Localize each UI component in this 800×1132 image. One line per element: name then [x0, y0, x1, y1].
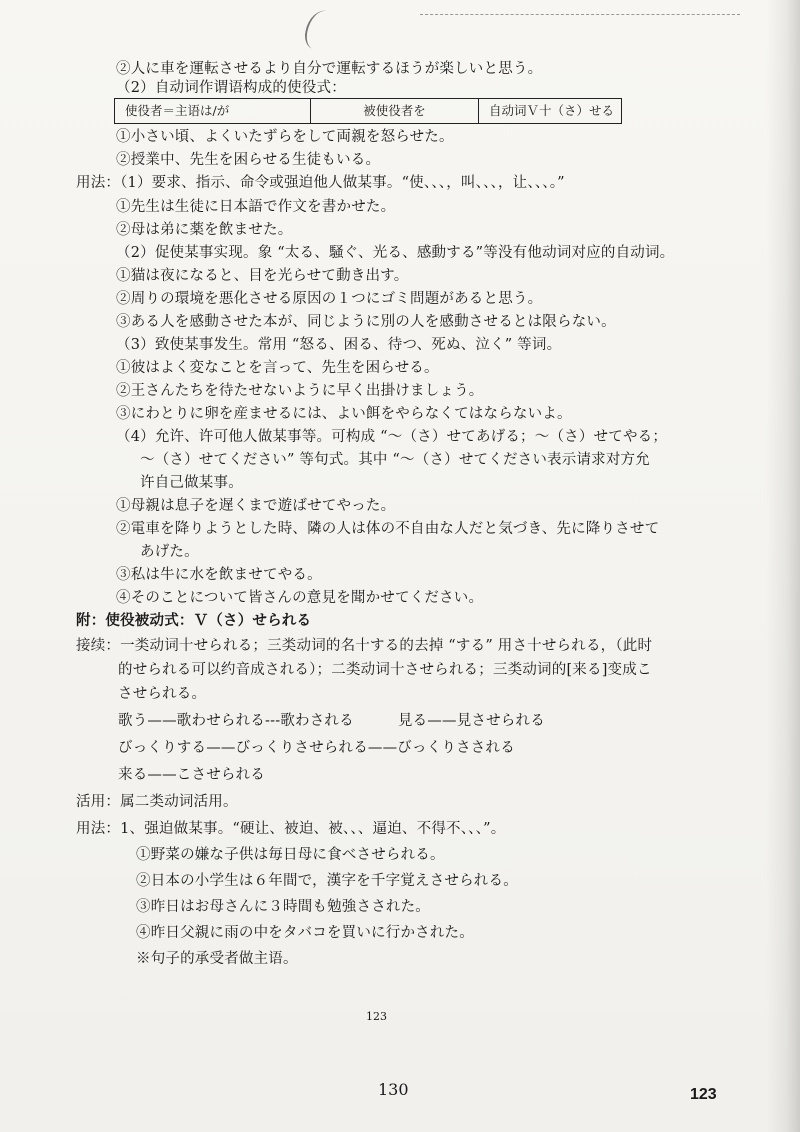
text-line: ③ある人を感動させた本が、同じように別の人を感動させるとは限らない。 — [116, 314, 616, 330]
text-line: ③私は牛に水を飲ませてやる。 — [116, 567, 322, 583]
text-line: あげた。 — [140, 544, 199, 560]
inner-page-number: 123 — [366, 1010, 387, 1023]
text-line: 用法：（1）要求、指示、命令或强迫他人做某事。“使、、、，叫、、、，让、、、。” — [76, 175, 565, 191]
text-line: 附：使役被动式：Ｖ（さ）せられる — [76, 612, 312, 629]
pen-mark — [302, 8, 338, 53]
text-line: ②母は弟に薬を飲ませた。 — [116, 222, 293, 238]
table-cell-verb: 自动词Ｖ十（さ）せる — [489, 103, 615, 118]
stamped-page-number: 123 — [690, 1086, 717, 1103]
text-line: ②電車を降りようとした時、隣の人は体の不自由な人だと気づき、先に降りさせて — [116, 521, 660, 537]
text-line: （3）致使某事发生。常用 “怒る、困る、待つ、死ぬ、泣く” 等词。 — [116, 337, 562, 353]
text-line: 用法：1、强迫做某事。“硬让、被迫、被、、、逼迫、不得不、、、”。 — [76, 821, 506, 837]
text-line: 来る——こさせられる — [118, 767, 265, 783]
text-line: ①先生は生徒に日本語で作文を書かせた。 — [116, 199, 396, 215]
text-line: ③昨日はお母さんに３時間も勉強さされた。 — [136, 899, 430, 915]
table-cell-causee: 被使役者を — [311, 99, 479, 123]
text-line: 接续：一类动词十せられる；三类动词的名十する的去掉 “する” 用さ十せられる，（此时 — [76, 638, 653, 654]
dashed-rule — [420, 14, 740, 15]
text-line: ①野菜の嫌な子供は毎日母に食べさせられる。 — [136, 847, 445, 863]
text-line: ①彼はよく変なことを言って、先生を困らせる。 — [116, 360, 439, 376]
printed-page-number: 130 — [378, 1080, 409, 1099]
text-line: ②授業中、先生を困らせる生徒もいる。 — [116, 152, 381, 168]
text-line: 的せられる可以约音成される）；二类动词十させられる；三类动词的[来る]变成こ — [118, 662, 652, 678]
text-line: ②日本の小学生は６年間で，漢字を千字覚えさせられる。 — [136, 873, 518, 889]
text-line: ～（さ）せてください” 等句式。其中 “～（さ）せてください表示请求对方允 — [140, 452, 650, 468]
text-line: （4）允许、许可他人做某事等。可构成 “～（さ）せてあげる；～（さ）せてやる； — [116, 429, 668, 445]
text-line: （2）自动词作谓语构成的使役式： — [116, 80, 346, 96]
text-line: ※句子的承受者做主语。 — [136, 951, 298, 967]
scan-shadow — [766, 0, 800, 1132]
text-line: びっくりする——びっくりさせられる——びっくりさされる — [118, 740, 515, 756]
text-line: ①猫は夜になると、目を光らせて動き出す。 — [116, 268, 409, 284]
causative-structure-table — [114, 98, 622, 124]
text-line: （2）促使某事实现。象 “太る、騒ぐ、光る、感動する”等没有他动词对应的自动词。 — [116, 245, 675, 261]
text-line: ④昨日父親に雨の中をタバコを買いに行かされた。 — [136, 925, 474, 941]
text-line: ①小さい頃、よくいたずらをして両親を怒らせた。 — [116, 129, 454, 145]
text-line: 活用：属二类动词活用。 — [76, 794, 238, 810]
text-line: させられる。 — [118, 686, 207, 702]
text-line: 许自己做某事。 — [140, 475, 243, 491]
text-line: ②人に車を運転させるより自分で運転するほうが楽しいと思う。 — [116, 61, 543, 77]
text-line: ④そのことについて皆さんの意見を聞かせてください。 — [116, 590, 484, 606]
text-line: ③にわとりに卵を産ませるには、よい餌をやらなくてはならないよ。 — [116, 406, 572, 422]
table-cell-causer: 使役者＝主语は/が — [115, 99, 311, 123]
text-line: ②王さんたちを待たせないように早く出掛けましょう。 — [116, 383, 484, 399]
text-line: 歌う——歌わせられる---歌わされる 見る——見させられる — [118, 713, 545, 729]
text-line: ②周りの環境を悪化させる原因の１つにゴミ問題があると思う。 — [116, 291, 543, 307]
text-line: ①母親は息子を遅くまで遊ばせてやった。 — [116, 498, 396, 514]
